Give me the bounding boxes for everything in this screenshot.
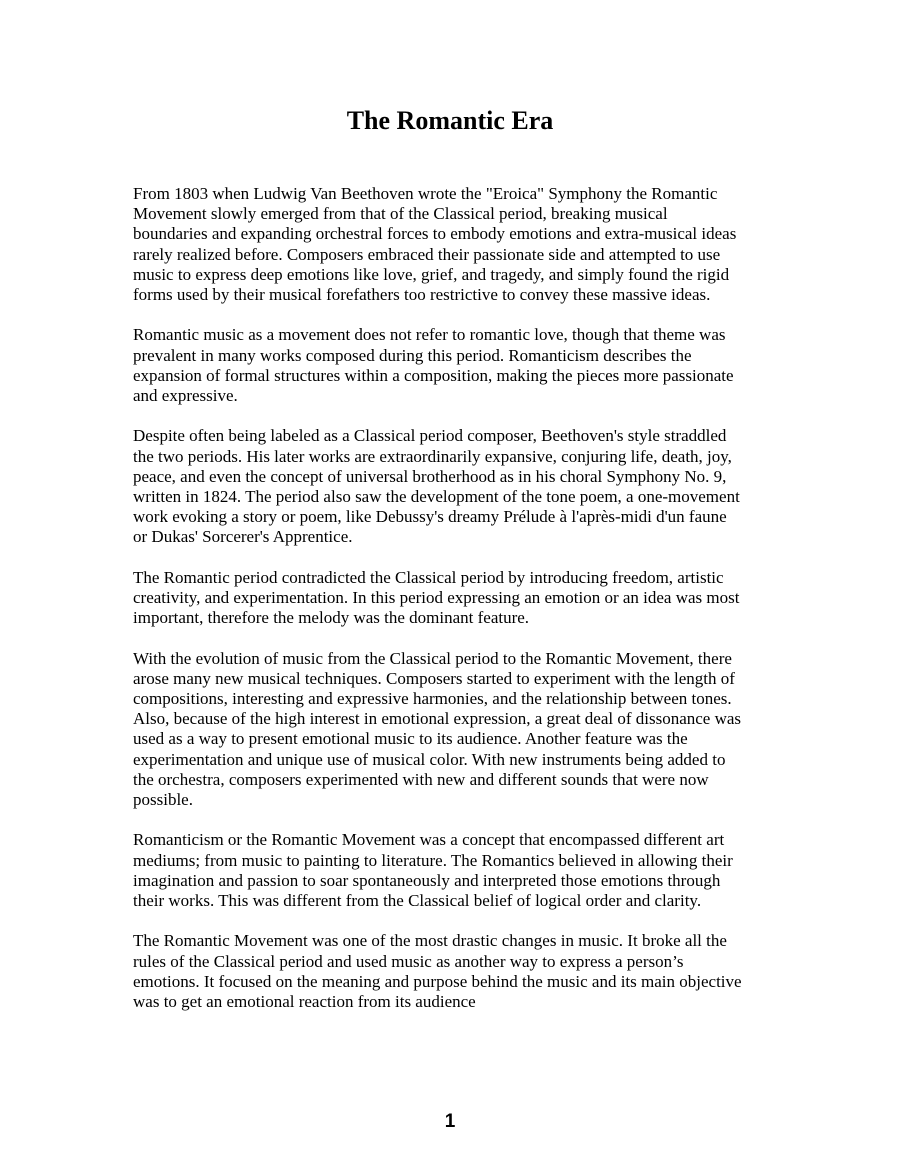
text-line: With the evolution of music from the Classical period to the Romantic Movement, there: [133, 648, 732, 668]
text-line: forms used by their musical forefathers too restrictive to convey these massive ideas.: [133, 285, 711, 305]
text-line: written in 1824. The period also saw the development of the tone poem, a one-movement: [133, 487, 740, 507]
text-line: experimentation and unique use of musical color. With new instruments being added to: [133, 749, 726, 769]
page-title: The Romantic Era: [346, 106, 554, 135]
text-line: mediums; from music to painting to literature. The Romantics believed in allowing their: [133, 850, 733, 870]
paragraph-2: [133, 325, 773, 406]
text-line: was to get an emotional reaction from its audience: [133, 992, 476, 1012]
text-line: rarely realized before. Composers embraced their passionate side and attempted to use: [133, 244, 721, 264]
text-line: The Romantic period contradicted the Classical period by introducing freedom, artistic: [133, 567, 724, 587]
paragraph-1: [133, 184, 773, 305]
text-line: Romantic music as a movement does not refer to romantic love, though that theme was: [133, 325, 726, 345]
paragraph-4: [133, 568, 773, 629]
text-line: important, therefore the melody was the dominant feature.: [133, 608, 530, 628]
text-line: compositions, interesting and expressive harmonies, and the relationship between tones.: [133, 689, 732, 709]
page-number: 1: [444, 1111, 456, 1132]
paragraph-7: [133, 931, 773, 1012]
text-line: Romanticism or the Romantic Movement was a concept that encompassed different art: [133, 830, 725, 850]
text-line: boundaries and expanding orchestral forces to embody emotions and extra-musical ideas: [133, 224, 737, 244]
text-line: creativity, and experimentation. In this period expressing an emotion or an idea was most: [133, 588, 740, 608]
text-line: their works. This was different from the Classical belief of logical order and clarity.: [133, 891, 702, 911]
text-line: Despite often being labeled as a Classical period composer, Beethoven's style straddled: [133, 426, 727, 446]
text-line: possible.: [133, 790, 193, 810]
text-line: emotions. It focused on the meaning and purpose behind the music and its main objective: [133, 971, 742, 991]
text-line: Also, because of the high interest in emotional expression, a great deal of dissonance was: [133, 709, 742, 729]
text-line: the orchestra, composers experimented with new and different sounds that were now: [133, 769, 709, 789]
text-line: used as a way to present emotional music to its audience. Another feature was the: [133, 729, 688, 749]
text-line: The Romantic Movement was one of the most drastic changes in music. It broke all the: [133, 931, 727, 951]
paragraph-5: [133, 649, 773, 811]
text-line: expansion of formal structures within a composition, making the pieces more passionate: [133, 365, 734, 385]
text-line: or Dukas' Sorcerer's Apprentice.: [133, 527, 353, 547]
text-line: arose many new musical techniques. Composers started to experiment with the length of: [133, 668, 735, 688]
text-line: From 1803 when Ludwig Van Beethoven wrote the "Eroica" Symphony the Romantic: [133, 184, 718, 203]
text-line: the two periods. His later works are extraordinarily expansive, conjuring life, death, joy,: [133, 446, 732, 466]
text-line: rules of the Classical period and used music as another way to express a person’s: [133, 951, 684, 971]
paragraph-6: [133, 830, 773, 911]
document-body: [133, 184, 773, 1032]
text-line: work evoking a story or poem, like Debussy's dreamy Prélude à l'après-midi d'un faune: [133, 507, 727, 527]
paragraph-3: [133, 426, 773, 547]
text-line: prevalent in many works composed during this period. Romanticism describes the: [133, 345, 692, 365]
text-line: and expressive.: [133, 386, 238, 406]
text-line: imagination and passion to soar spontaneously and interpreted those emotions through: [133, 870, 721, 890]
text-line: peace, and even the concept of universal brotherhood as in his choral Symphony No. 9,: [133, 466, 727, 486]
text-line: Movement slowly emerged from that of the Classical period, breaking musical: [133, 204, 668, 224]
text-line: music to express deep emotions like love, grief, and tragedy, and simply found the rigid: [133, 264, 730, 284]
